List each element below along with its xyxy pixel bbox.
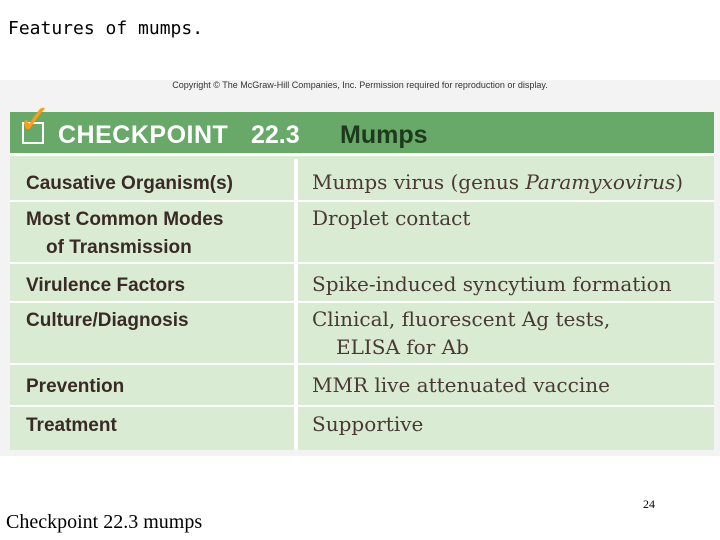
copyright-notice: Copyright © The McGraw-Hill Companies, Inc. Permission required for reproduction or display. [172,80,548,90]
row-value: Mumps virus (genus Paramyxovirus) [312,170,684,194]
row-label: Most Common Modes of Transmission [26,209,224,258]
column-divider [294,159,298,450]
row-label: Prevention [26,376,125,397]
checkpoint-topic: Mumps [340,121,428,149]
row-label: Culture/Diagnosis [26,310,189,331]
checkmark-icon: ✓ [18,97,52,143]
row-label: Treatment [26,415,117,436]
table-row [10,202,714,264]
slide-caption: Checkpoint 22.3 mumps [6,511,203,533]
checkpoint-header [10,97,714,156]
table-row [10,365,714,407]
checkpoint-number: 22.3 [251,121,300,149]
table-row [10,303,714,365]
slide-title: Features of mumps. [8,18,204,39]
row-value: Spike-induced syncytium formation [312,272,672,296]
checkpoint-label: CHECKPOINT [58,121,229,149]
row-value: MMR live attenuated vaccine [312,373,610,397]
row-label: Causative Organism(s) [26,173,233,194]
row-value: Droplet contact [312,206,471,230]
row-value: Clinical, fluorescent Ag tests, ELISA for Ab [312,307,611,359]
table-row [10,159,714,202]
row-label: Virulence Factors [26,275,186,296]
slide-number: 24 [643,497,655,511]
table-row [10,264,714,303]
row-value: Supportive [312,412,424,436]
checkpoint-table [10,97,714,450]
table-row [10,407,714,450]
